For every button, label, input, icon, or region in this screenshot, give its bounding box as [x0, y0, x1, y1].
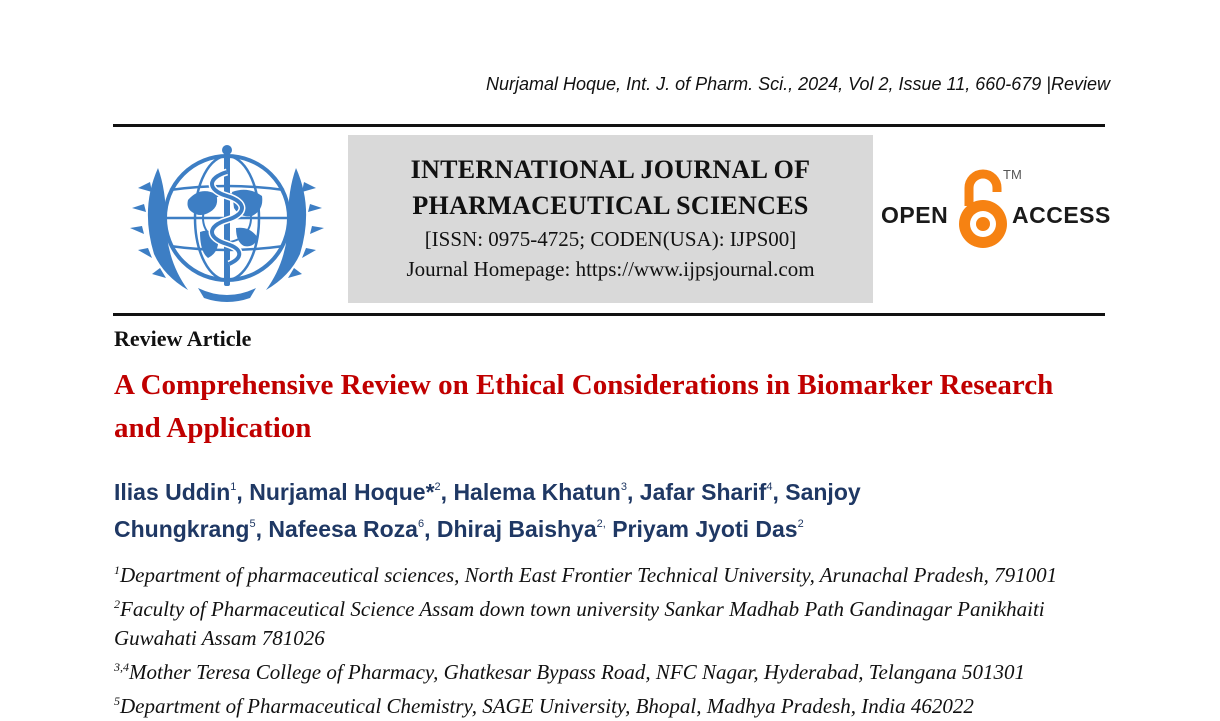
open-access-logo	[880, 163, 1110, 255]
affiliation-1: $^1$Department of pharmaceutical sciences, North East Frontier Technical University, Arunachal Pradesh, 791001	[114, 563, 1058, 587]
affiliation-2-continued: Guwahati Assam 781026	[114, 626, 325, 650]
affiliation-5: $^5$Department of Pharmaceutical Chemistry, SAGE University, Bhopal, Madhya Pradesh, India 462022	[114, 694, 974, 718]
author-1: Ilias Uddin$^1$,	[114, 479, 250, 505]
author-5: Sanjoy Chungkrang$^5$,	[114, 479, 861, 542]
bottom-rule	[113, 313, 1105, 316]
journal-homepage: Journal Homepage: https://www.ijpsjournal.com	[406, 257, 815, 281]
article-title: A Comprehensive Review on Ethical Considerations in Biomarker Research and Application	[114, 369, 1054, 444]
author-6: Nafeesa Roza$^6$,	[268, 516, 437, 542]
author-2: Nurjamal Hoque*$^2$,	[249, 479, 454, 505]
author-4: Jafar Sharif$^4$,	[639, 479, 786, 505]
open-access-word-open: OPEN	[881, 202, 949, 228]
affiliation-list	[114, 556, 1114, 721]
journal-info-box	[348, 135, 873, 303]
affiliation-2: $^2$Faculty of Pharmaceutical Science Assam down town university Sankar Madhab Path Gandinagar Panikhaiti	[114, 597, 1045, 621]
author-3: Halema Khatun$^3$,	[453, 479, 640, 505]
who-emblem-logo	[128, 138, 326, 306]
top-rule	[113, 124, 1105, 127]
article-type: Review Article	[114, 326, 252, 351]
open-access-tm: TM	[1003, 167, 1022, 182]
journal-issn: [ISSN: 0975-4725; CODEN(USA): IJPS00]	[424, 227, 797, 251]
open-access-word-access: ACCESS	[1012, 202, 1111, 228]
journal-title-line2: PHARMACEUTICAL SCIENCES	[412, 191, 809, 220]
affiliation-3-4: $^{3,4}$Mother Teresa College of Pharmacy, Ghatkesar Bypass Road, NFC Nagar, Hyderabad, Telangana 501301	[114, 660, 1025, 684]
author-7: Dhiraj Baishya$^{2,}$	[436, 516, 606, 542]
journal-title-line1: INTERNATIONAL JOURNAL OF	[410, 155, 811, 184]
citation-header: Nurjamal Hoque, Int. J. of Pharm. Sci., 2024, Vol 2, Issue 11, 660-679 |Review	[486, 74, 1110, 94]
author-list	[114, 471, 1014, 545]
author-8: Priyam Jyoti Das$^2$	[612, 516, 804, 542]
